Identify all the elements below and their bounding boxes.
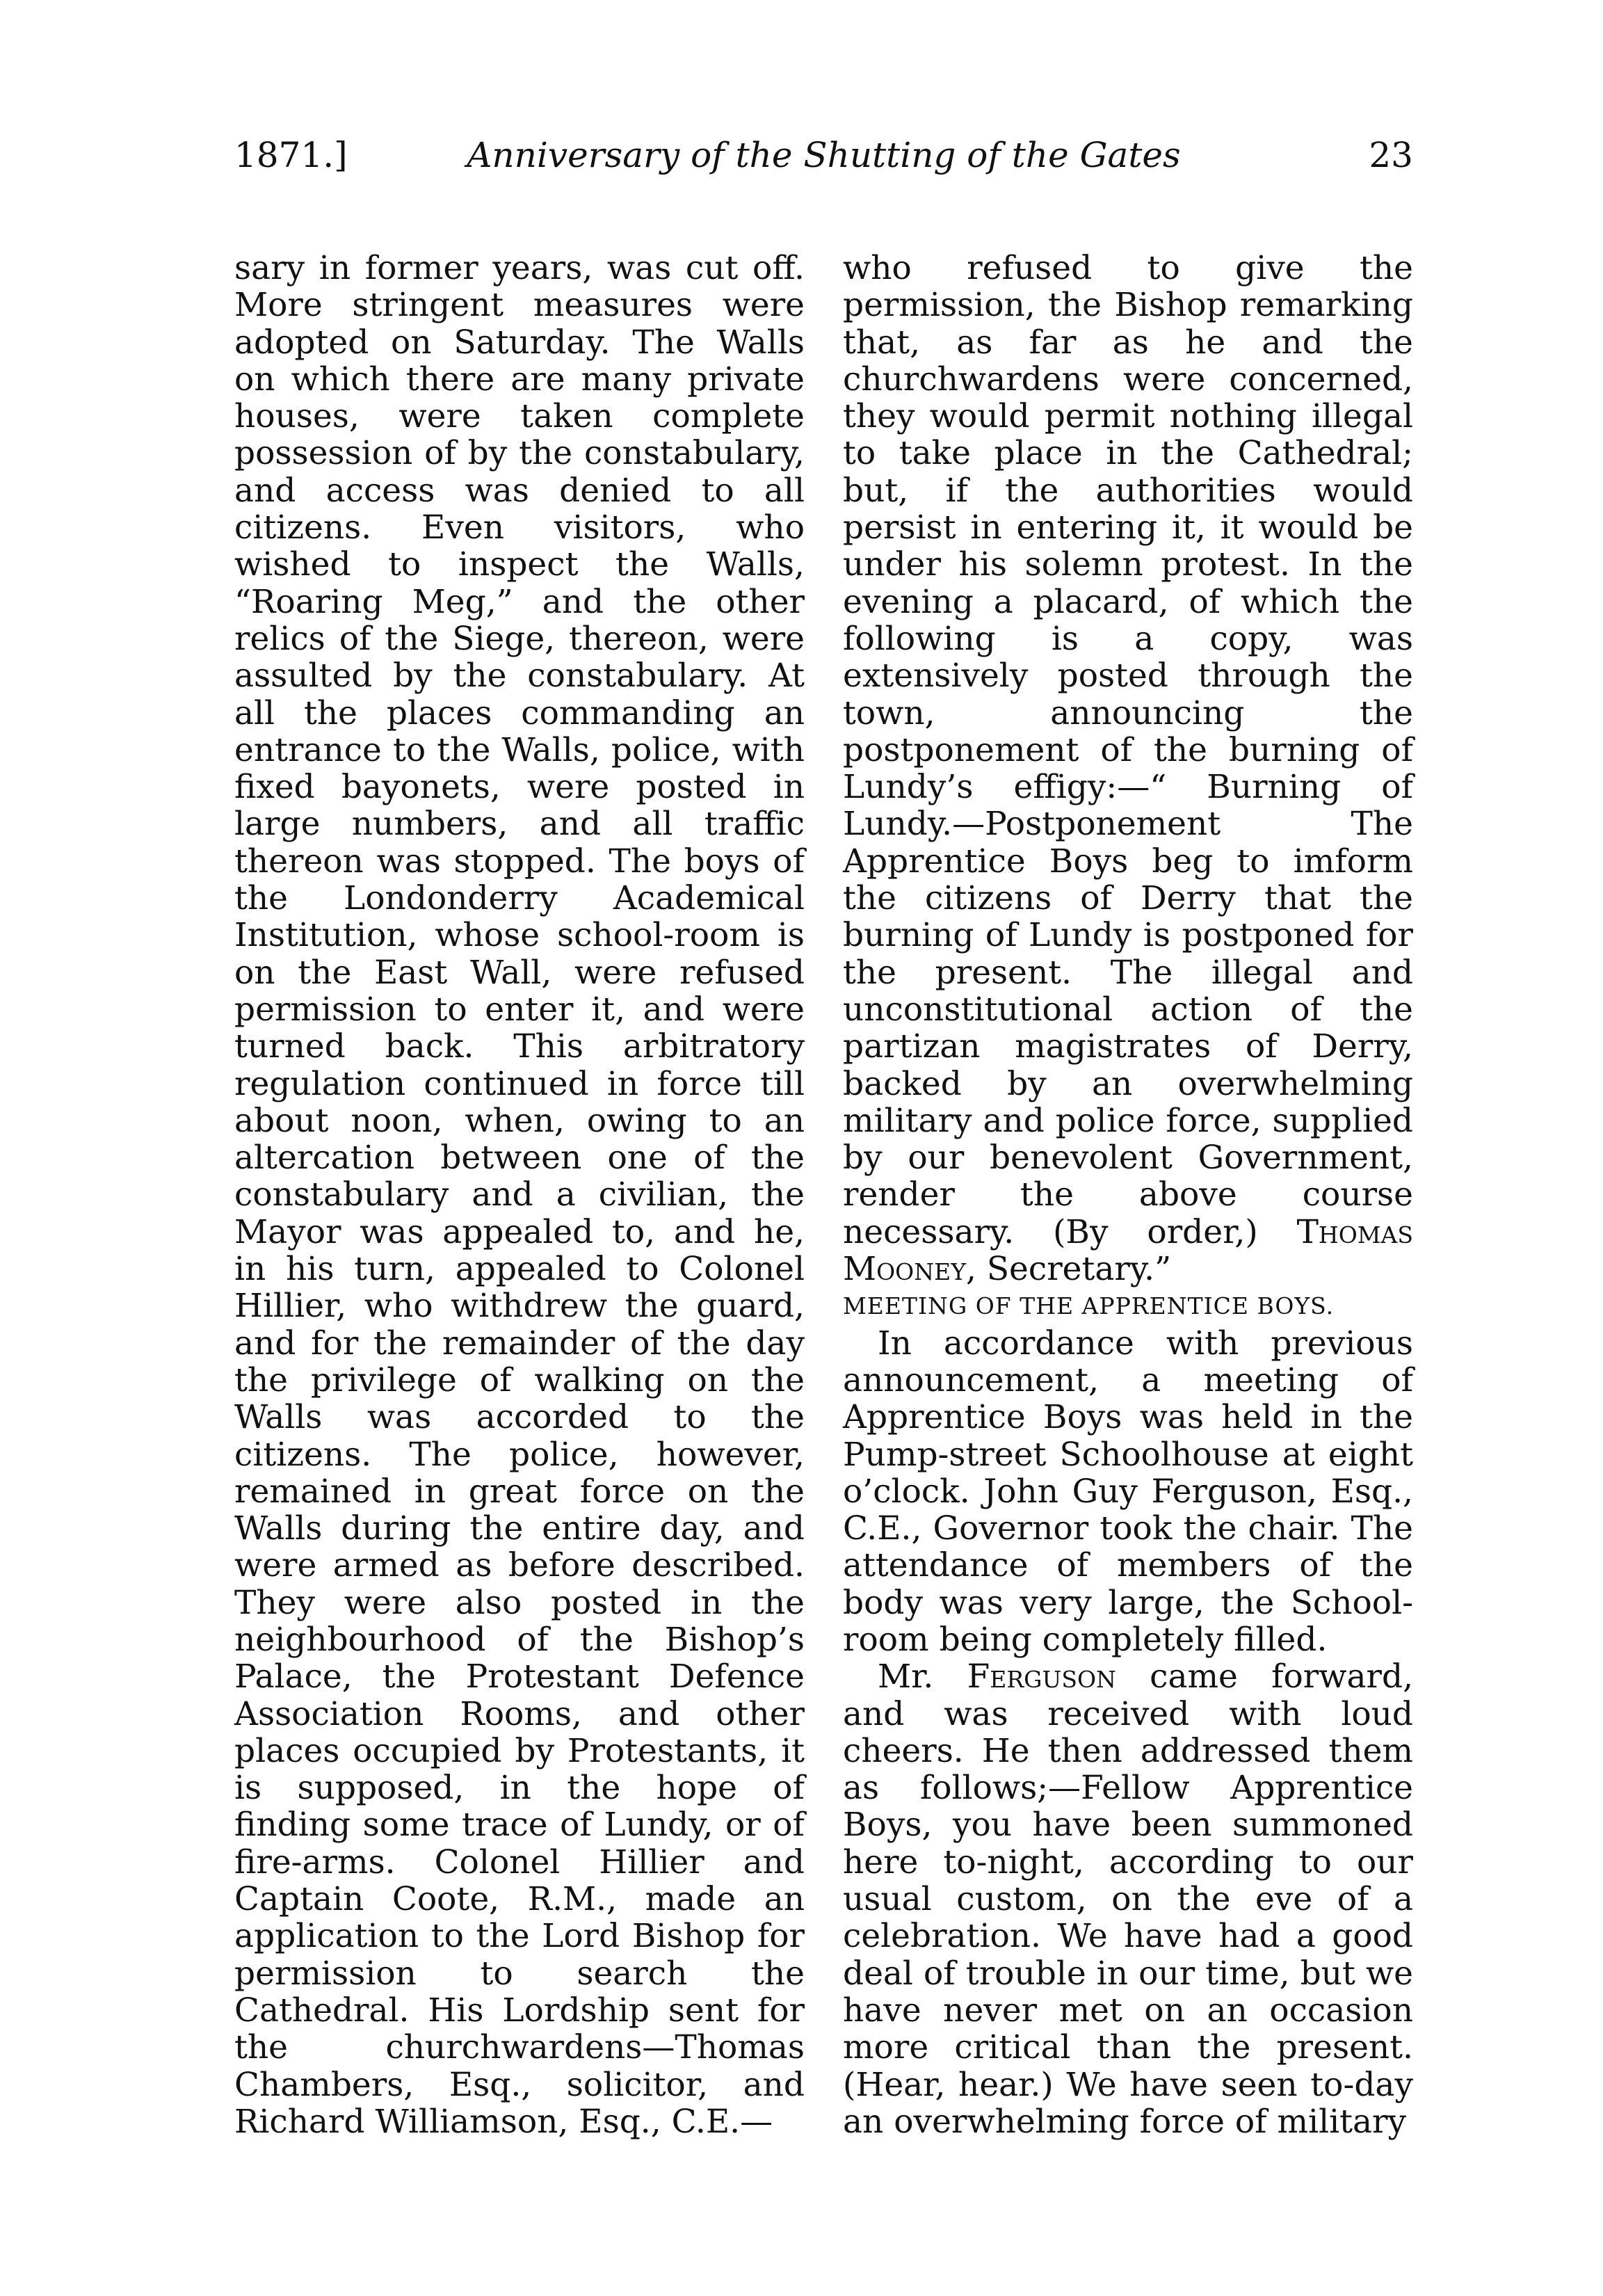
section-heading: MEETING OF THE APPRENTICE BOYS. <box>843 1292 1335 1320</box>
body-paragraph <box>843 1658 1413 2140</box>
speech-lead: Mr. <box>878 1657 967 1696</box>
body-paragraph: In accordance with previous announcement, a meeting of Apprentice Boys was held in the Pump-street Schoolhouse at eight o’clock. John Guy Ferguson, Esq., C.E., Governor took the chair. The attendance of members of the body was very large, the School-room being completely filled. <box>843 1324 1413 1659</box>
page-number: 23 <box>1369 135 1413 175</box>
signature-suffix: , Secretary.” <box>965 1250 1172 1289</box>
signature-name: Thomas Mooney <box>843 1212 1413 1289</box>
placard-text: who refused to give the permission, the Bishop remarking that, as far as he and the churchwardens were concerned, they would permit nothing illegal to take place in the Cathedral; but, if the authorities would persist in entering it, it would be under his solemn protest. In the evening a placard, of which the following is a copy, was extensively posted through the town, announcing the postponement of the burning of Lundy’s effigy:—“ Burning of Lundy.—Postponement The Apprentice Boys beg to imform the citizens of Derry that the burning of Lundy is postponed for the present. The illegal and unconstitutional action of the partizan magistrates of Derry, backed by an overwhelming military and police force, supplied by our benevolent Government, render the above course necessary. (By order,) <box>843 249 1413 1251</box>
right-column <box>843 250 1413 2140</box>
running-title: Anniversary of the Shutting of the Gates <box>467 135 1181 175</box>
header-year: 1871.] <box>234 135 348 175</box>
body-paragraph: sary in former years, was cut off. More stringent measures were adopted on Saturday. The Walls on which there are many private houses, were taken complete possession of by the constabulary, and access was denied to all citizens. Even visitors, who wished to inspect the Walls, “Roaring Meg,” and the other relics of the Siege, thereon, were assulted by the constabulary. At all the places commanding an entrance to the Walls, police, with fixed bayonets, were posted in large numbers, and all traffic thereon was stopped. The boys of the Londonderry Academical Institution, whose school-room is on the East Wall, were refused permission to enter it, and were turned back. This arbitratory regulation continued in force till about noon, when, owing to an altercation between one of the constabulary and a civilian, the Mayor was appealed to, and he, in his turn, appealed to Colonel Hillier, who withdrew the guard, and for the remainder of the day the privilege of walking on the Walls was accorded to the citizens. The police, however, remained in great force on the Walls during the entire day, and were armed as before described. They were also posted in the neighbourhood of the Bishop’s Palace, the Protestant Defence Association Rooms, and other places occupied by Protestants, it is supposed, in the hope of finding some trace of Lundy, or of fire-arms. Colonel Hillier and Captain Coote, R.M., made an application to the Lord Bishop for permission to search the Cathedral. His Lordship sent for the churchwardens—Thomas Chambers, Esq., solicitor, and Richard Williamson, Esq., C.E.— <box>234 249 805 2141</box>
left-column <box>234 250 805 2140</box>
running-header <box>234 124 1413 186</box>
speech-text: came forward, and was received with loud cheers. He then addressed them as follows;—Fellow Apprentice Boys, you have been summoned here to-night, according to our usual custom, on the eve of a celebration. We have had a good deal of trouble in our time, but we have never met on an occasion more critical than the present. (Hear, hear.) We have seen to-day an overwhelming force of military <box>843 1657 1414 2141</box>
speaker-name: Ferguson <box>967 1657 1116 1696</box>
body-paragraph <box>843 250 1413 1287</box>
